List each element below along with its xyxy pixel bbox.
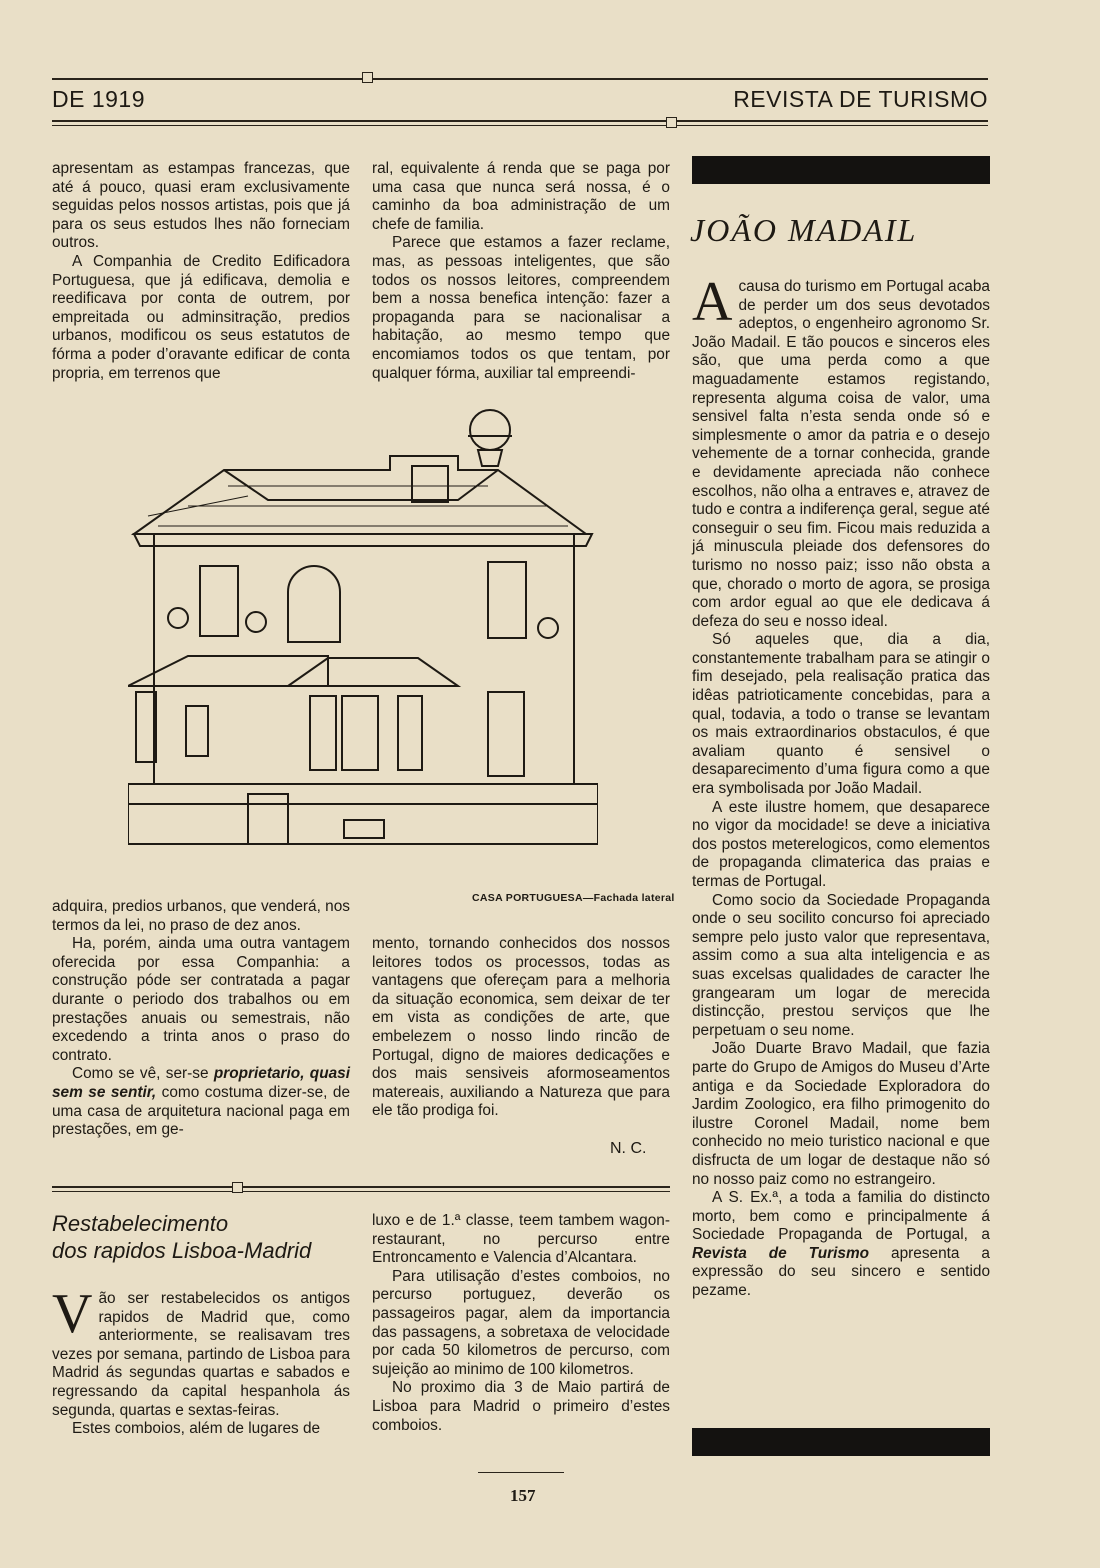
paragraph: Parece que estamos a fazer reclame, mas, as pessoas inteligentes, que são todos os nossos leitores, compreendem bem a nossa benefica intenção: fazer a propaganda para se nacionalisar a habitação, ao mesmo tempo que encomiamos todos os que tentam, por qualquer fórma, auxiliar tal empreendi- bbox=[372, 234, 670, 382]
footer-rule bbox=[478, 1472, 564, 1473]
paragraph: A este ilustre homem, que desaparece no vigor da mocidade! se deve a iniciativa dos postos meterelogicos, como elementos de propaganda climaterica das praias e termas de Portugal. bbox=[692, 798, 990, 890]
paragraph: Só aqueles que, dia a dia, constantemente trabalham para se atingir o fim desejado, pela realisação pratica das idêas patrioticamente concebidas, para a qual, todavia, a todo o transe se levantam os mais extraordinarios obstaculos, é que avaliam quanto é sensivel o desaparecimento d’uma figura como a que era symbolisada por João Madail. bbox=[692, 631, 990, 798]
header-bottom-rule-thin bbox=[52, 125, 988, 126]
header-ornament-bottom bbox=[666, 117, 677, 128]
paragraph: João Duarte Bravo Madail, que fazia parte do Grupo de Amigos do Museu d’Arte antiga e da Sociedade Exploradora do Jardim Zoologico, era filho primogenito do ilustre Coronel Madail, nome bem conhecido no meio turistico nacional e que disfructa de um logar de destaque não só no nosso paiz como no estrangeiro. bbox=[692, 1040, 990, 1188]
column-1-rapidos bbox=[52, 1283, 350, 1439]
paragraph bbox=[52, 1283, 350, 1420]
house-illustration bbox=[128, 396, 598, 876]
rapidos-title bbox=[52, 1210, 311, 1264]
paragraph bbox=[692, 271, 990, 631]
text: A S. Ex.ª, a toda a familia do distincto morto, bem como e principalmente á Sociedade Propaganda de Portugal, a bbox=[692, 1189, 990, 1244]
black-banner-top bbox=[692, 156, 990, 184]
column-2-top bbox=[372, 160, 670, 383]
text: Como se vê, ser-se bbox=[72, 1065, 214, 1083]
paragraph bbox=[52, 1065, 350, 1139]
paragraph: No proximo dia 3 de Maio partirá de Lisboa para Madrid o primeiro d’estes comboios. bbox=[372, 1379, 670, 1434]
paragraph: A Companhia de Credito Edificadora Portuguesa, que já edificava, demolia e reedificava por conta de outrem, por empreitada ou adminsitração, predios urbanos, modificou os seus estatutos de fórma a poder d’oravante edificar de conta propria, em terrenos que bbox=[52, 252, 350, 382]
header-bottom-rule bbox=[52, 120, 988, 122]
column-3 bbox=[692, 271, 990, 1301]
header-top-rule bbox=[52, 78, 988, 80]
text: apresenta a expressão do seu sincero e sentido pezame. bbox=[692, 1244, 990, 1300]
title-line: Restabelecimento bbox=[52, 1211, 229, 1236]
black-banner-bottom bbox=[692, 1428, 990, 1456]
paragraph: Ha, porém, ainda uma outra vantagem oferecida por essa Companhia: a construção póde ser contratada a pagar durante o periodo dos trabalhos ou em prestações anuais ou semestrais, não excedendo a trinta anos o praso do contrato. bbox=[52, 935, 350, 1064]
column-2-rapidos bbox=[372, 1212, 670, 1435]
paragraph: ral, equivalente á renda que se paga por uma casa que nunca será nossa, é o caminho da boa administração de um chefe de familia. bbox=[372, 160, 670, 233]
column-2-lower bbox=[372, 935, 670, 1121]
column-1-lower bbox=[52, 898, 350, 1140]
illustration-caption: CASA PORTUGUESA—Fachada lateral bbox=[472, 892, 675, 904]
section-divider-ornament bbox=[232, 1182, 243, 1193]
paragraph: luxo e de 1.ª classe, teem tambem wagon-restaurant, no percurso entre Entroncamento e Valencia d’Alcantara. bbox=[372, 1212, 670, 1267]
drop-cap: A bbox=[692, 271, 733, 333]
paragraph: apresentam as estampas francezas, que até á pouco, quasi eram exclusivamente seguidas pelos nossos artistas, pois que já para os seus estudos lhes não forneciam outros. bbox=[52, 160, 350, 252]
paragraph: adquira, predios urbanos, que venderá, nos termos da lei, no praso de dez anos. bbox=[52, 898, 350, 934]
header-ornament-top bbox=[362, 72, 373, 83]
text: ão ser restabelecidos os antigos rapidos de Madrid que, como anteriormente, se realisavam tres vezes por semana, partindo de Lisboa para Madrid ás segundas quartas e sabados e regressando da capital hespanhola ás segunda, quartas e sextas-feiras. bbox=[52, 1290, 350, 1419]
column-1-top bbox=[52, 160, 350, 383]
paragraph: mento, tornando conhecidos dos nossos leitores todos os processos, todas as vantagens que ofereçam para a melhoria da situação economica, sem deixar de ter em vista as condições de arte, que embelezem o nosso lindo rincão de Portugal, digno de maiores dedicações e dos mais sensiveis aformoseamentos matereais, auxiliando a Natureza que para ele tão prodiga foi. bbox=[372, 935, 670, 1120]
signature: N. C. bbox=[610, 1140, 647, 1157]
text: como costuma dizer-se, de uma casa de arquitetura nacional paga em prestações, em ge- bbox=[52, 1083, 351, 1139]
paragraph: Como socio da Sociedade Propaganda onde o seu socilito concurso foi apreciado sempre pelo justo valor que representava, assim como a sua alta inteligencia e as suas excelsas qualidades de caracter lhe grangearam um logar de merecida distincção, prestou serviços que lhe perpetuam o seu nome. bbox=[692, 891, 990, 1039]
section-divider-rule bbox=[52, 1186, 670, 1188]
section-divider-rule-thin bbox=[52, 1191, 670, 1192]
paragraph: Para utilisação d’estes comboios, no percurso portuguez, deverão os passageiros pagar, alem da importancia das passagens, a sobretaxa de velocidade por cada 50 kilometros de percurso, com sujeição ao minimo de 100 kilometros. bbox=[372, 1267, 670, 1378]
emphasis: proprietario, quasi sem se sentir, bbox=[52, 1065, 350, 1101]
page-number: 157 bbox=[510, 1486, 536, 1505]
paragraph: Estes comboios, além de lugares de bbox=[72, 1420, 321, 1438]
header-magazine-title: REVISTA DE TURISMO bbox=[733, 86, 988, 112]
header-date: DE 1919 bbox=[52, 86, 146, 112]
paragraph bbox=[692, 1189, 990, 1301]
madail-title: JOÃO MADAIL bbox=[690, 212, 918, 248]
emphasis: Revista de Turismo bbox=[692, 1244, 870, 1262]
title-line: dos rapidos Lisboa-Madrid bbox=[52, 1238, 312, 1263]
text: causa do turismo em Portugal acaba de perder um dos seus devotados adeptos, o engenheiro agronomo Sr. João Madail. E tão poucos e sinceros eles são, que uma perda como a que maguadamente estamos registando, representa alguma coisa de valor, uma sensivel falta n’esta senda onde só e simplesmente o amor da patria e o desejo vehemente de a tornar conhecida, grande e devidamente apreciada não conhece escolhos, não olha a entraves e, atravez de tudo e contra a indiferença geral, segue até conseguir o seu fim. Ficou mais reduzida a já minuscula pleiade dos defensores do turismo no nosso paiz; isso não obsta a que, chorado o morto de agora, se prosiga com ardor egual ao que ele dedicava á defeza do seu e nosso ideal. bbox=[692, 278, 990, 630]
drop-cap: V bbox=[52, 1283, 93, 1345]
